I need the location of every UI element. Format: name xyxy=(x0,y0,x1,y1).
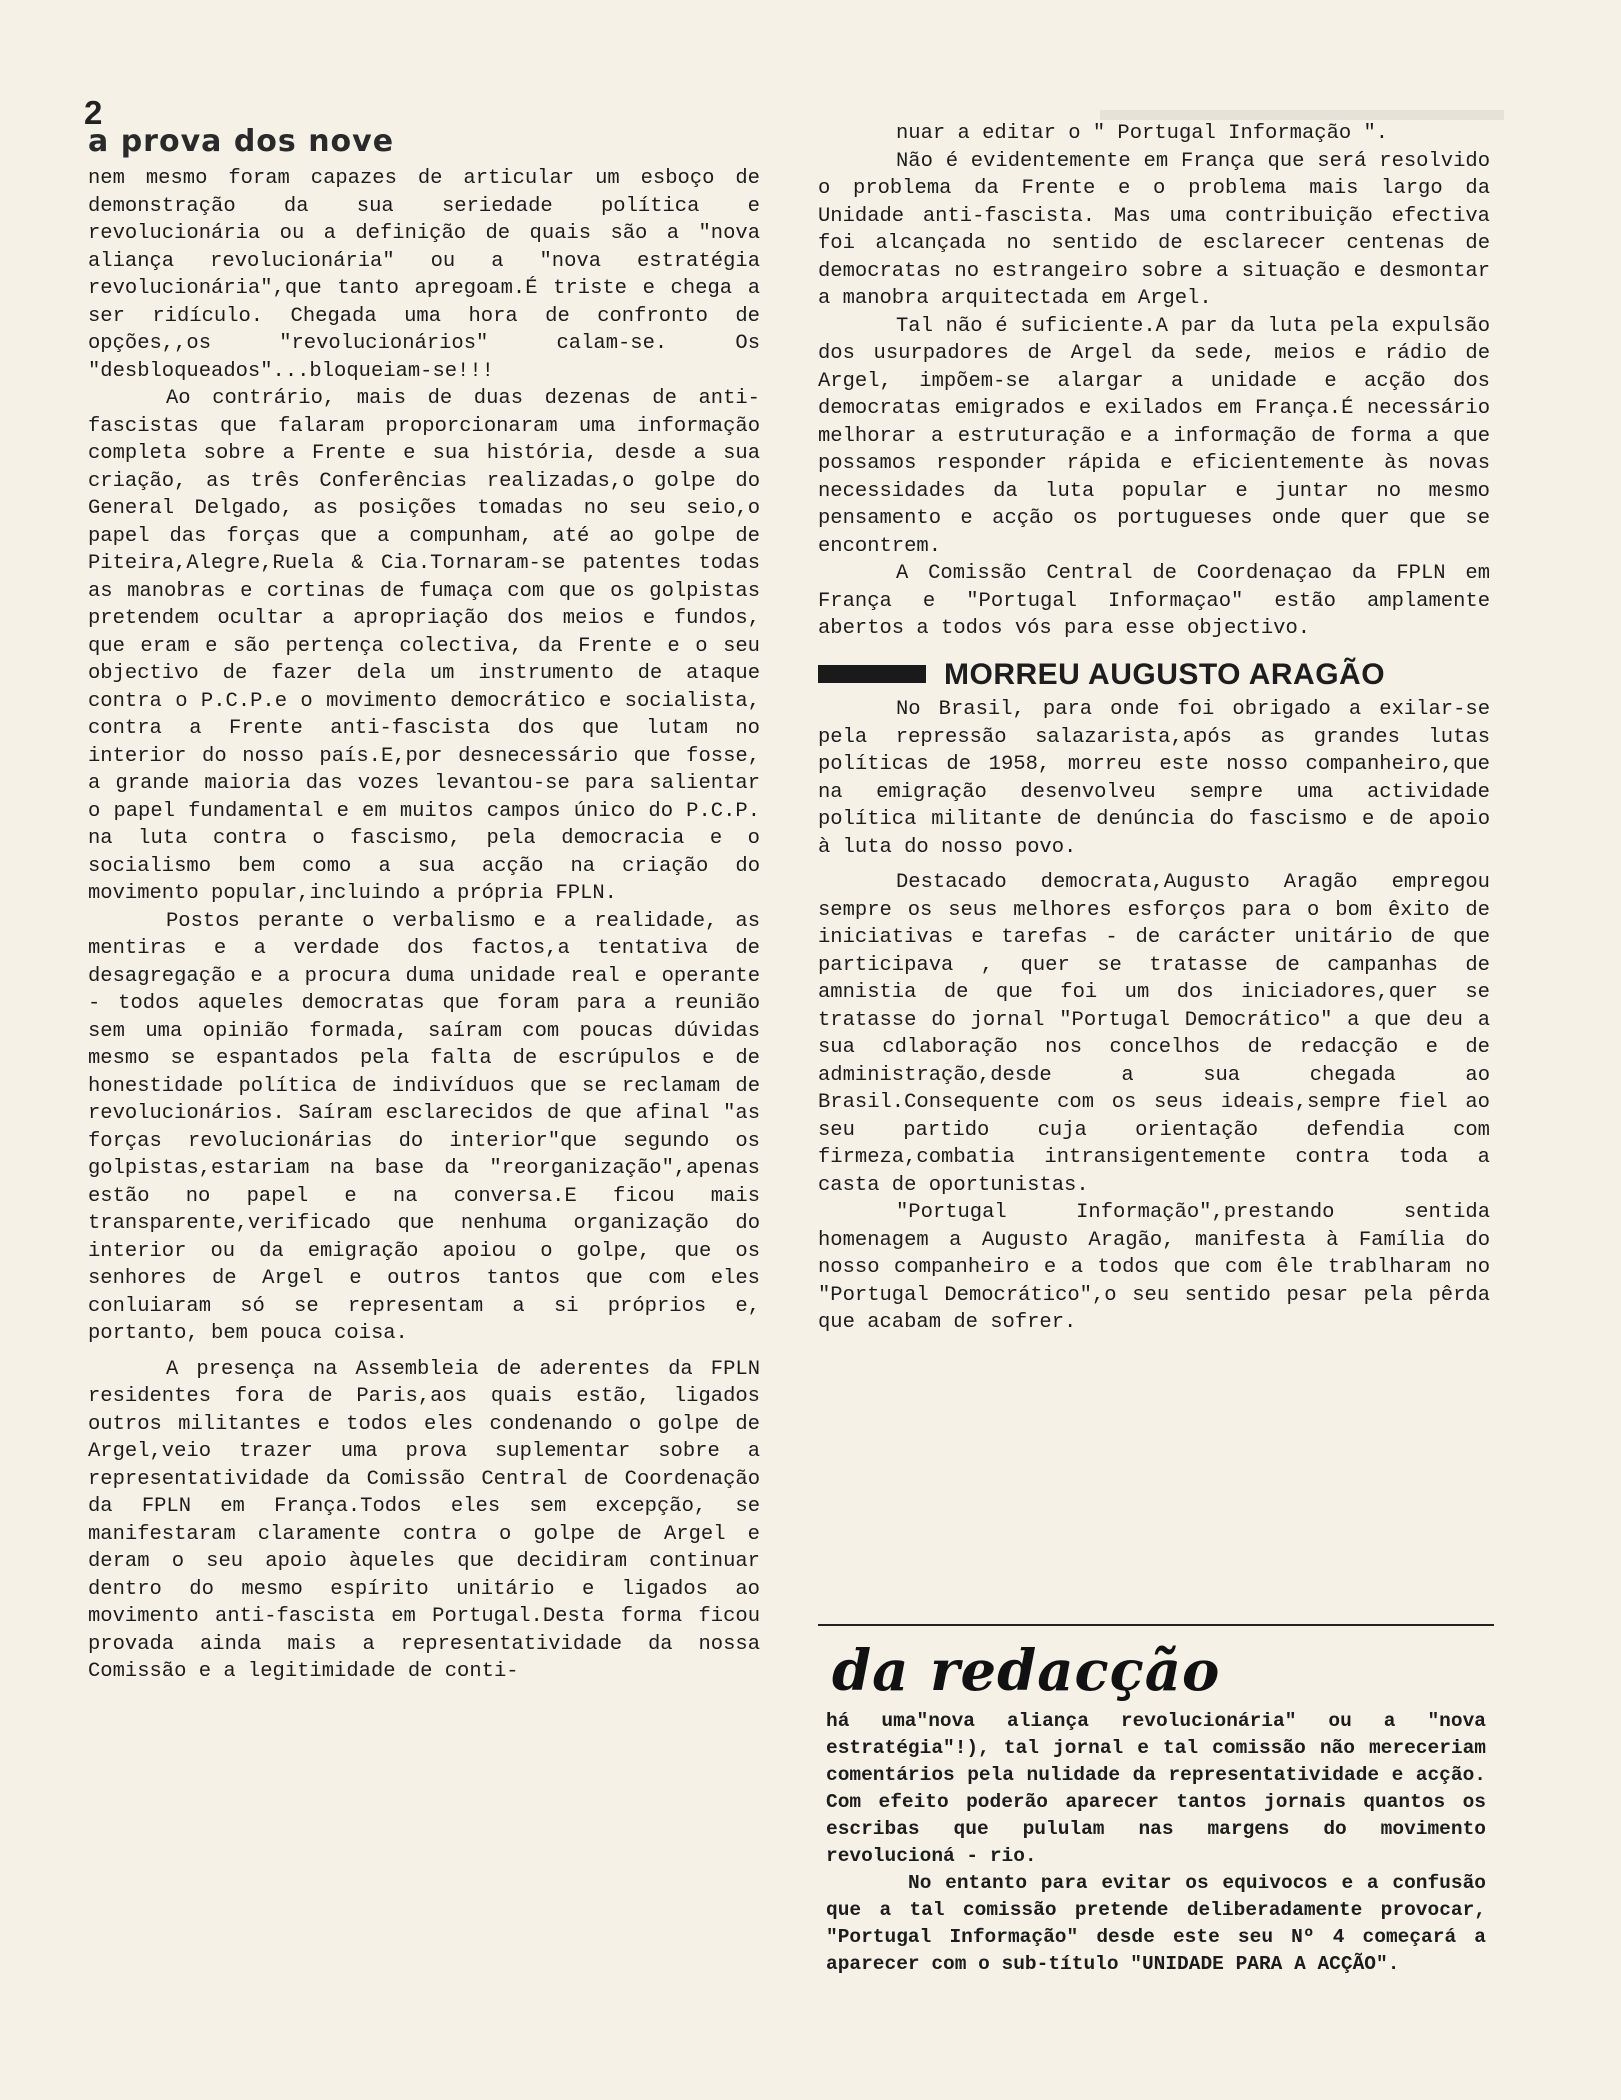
right-paragraph-4: A Comissão Central de Coordenaçao da FPLN em França e "Portugal Informaçao" estão amplamente abertos a todos vós para esse objectivo. xyxy=(818,562,1490,640)
left-column xyxy=(88,165,760,1686)
right-paragraph-3: Tal não é suficiente.A par da luta pela expulsão dos usurpadores de Argel da sede, meios e rádio de Argel, impõem-se alargar a unidade e acção dos democratas emigrados e exilados em França.É necessário melhorar a estruturação e a informação de forma a que possamos responder rápida e eficientemente às novas necessidades da luta popular e juntar no mesmo pensamento e acção os portugueses onde quer que se encontrem. xyxy=(818,314,1490,558)
bleed-through-rule xyxy=(1100,110,1504,120)
page-number: 2 xyxy=(84,94,103,131)
redaccao-paragraph-1: há uma"nova aliança revolucionária" ou a "nova estratégia"!), tal jornal e tal comissão não mereceriam comentários pela nulidade da representatividade e acção. Com efeito poderão aparecer tantos jornais quantos os escribas que pululam nas margens do movimento revolucioná - rio. xyxy=(826,1710,1486,1867)
obituary-paragraph-1: No Brasil, para onde foi obrigado a exilar-se pela repressão salazarista,após as grandes lutas políticas de 1958, morreu este nosso companheiro,que na emigração desenvolveu sempre uma actividade política militante de denúncia do fascismo e de apoio à luta do nosso povo. xyxy=(818,698,1490,859)
left-paragraph-1: nem mesmo foram capazes de articular um esboço de demonstração da sua seriedade política e revolucionária ou a definição de quais são a "nova aliança revolucionária" ou a "nova estratégia revolucionária",que tanto apregoam.É triste e chega a ser ridículo. Chegada uma hora de confronto de opções,,os "revolucionários" calam-se. Os "desbloqueados"...bloqueiam-se!!! xyxy=(88,167,760,383)
obituary-black-bar xyxy=(818,665,926,683)
obituary-paragraph-2: Destacado democrata,Augusto Aragão empregou sempre os seus melhores esforços para o bom êxito de iniciativas e tarefas - de carácter unitário de que participava , quer se tratasse de campanhas de amnistia de que foi um dos iniciadores,quer se tratasse do jornal "Portugal Democrático" a que deu a sua cdlaboração nos concelhos de redacção e de administração,desde a sua chegada ao Brasil.Consequente com os seus ideais,sempre fiel ao seu partido cuja orientação defendia com firmeza,combatia intransigentemente contra toda a casta de oportunistas. xyxy=(818,871,1490,1197)
redaccao-title: da redacção xyxy=(832,1638,1221,1704)
left-paragraph-3: Postos perante o verbalismo e a realidade, as mentiras e a verdade dos factos,a tentativa de desagregação e a procura duma unidade real e operante - todos aqueles democratas que foram para a reunião sem uma opinião formada, saíram com poucas dúvidas mesmo se espantados pela falta de escrúpulos e de honestidade política de indivíduos que se reclamam de revolucionários. Saíram esclarecidos de que afinal "as forças revolucionárias do interior"que segundo os golpistas,estariam na base da "reorganização",apenas estão no papel e na conversa.E ficou mais transparente,verificado que nenhuma organização do interior ou da emigração apoiou o golpe, que os senhores de Argel e outros tantos que com eles conluiaram só se representam a si próprios e, portanto, bem pouca coisa. xyxy=(88,909,760,1345)
section-divider xyxy=(818,1624,1494,1626)
section-title: a prova dos nove xyxy=(88,124,395,159)
obituary-paragraph-3: "Portugal Informação",prestando sentida homenagem a Augusto Aragão, manifesta à Família do nosso companheiro e a todos que com êle trablharam no "Portugal Democrático",o seu sentido pesar pela pêrda que acabam de sofrer. xyxy=(818,1201,1490,1334)
obituary-title: MORREU AUGUSTO ARAGÃO xyxy=(944,657,1386,691)
redaccao-paragraph-2: No entanto para evitar os equivocos e a confusão que a tal comissão pretende deliberadamente provocar, "Portugal Informação" desde este seu Nº 4 começará a aparecer com o sub-título "UNIDADE PARA A ACÇÃO". xyxy=(826,1872,1486,1975)
redaccao-body xyxy=(826,1708,1486,1978)
obituary-header xyxy=(818,657,1490,691)
right-column xyxy=(818,120,1490,1337)
left-paragraph-4: A presença na Assembleia de aderentes da FPLN residentes fora de Paris,aos quais estão, ligados outros militantes e todos eles condenando o golpe de Argel,veio trazer uma prova suplementar sobre a representatividade da Comissão Central de Coordenação da FPLN em França.Todos eles sem excepção, se manifestaram claramente contra o golpe de Argel e deram o seu apoio àqueles que decidiram continuar dentro do mesmo espírito unitário e ligados ao movimento anti-fascista em Portugal.Desta forma ficou provada ainda mais a representatividade da nossa Comissão e a legitimidade de conti- xyxy=(88,1357,760,1683)
right-paragraph-1: nuar a editar o " Portugal Informação ". xyxy=(896,122,1389,145)
right-paragraph-2: Não é evidentemente em França que será resolvido o problema da Frente e o problema mais largo da Unidade anti-fascista. Mas uma contribuição efectiva foi alcançada no sentido de esclarecer centenas de democratas no estrangeiro sobre a situação e desmontar a manobra arquitectada em Argel. xyxy=(818,149,1490,310)
left-paragraph-2: Ao contrário, mais de duas dezenas de anti-fascistas que falaram proporcionaram uma informação completa sobre a Frente e sua história, desde a sua criação, as três Conferências realizadas,o golpe do General Delgado, as posições tomadas no seu seio,o papel das forças que a compunham, até ao golpe de Piteira,Alegre,Ruela & Cia.Tornaram-se patentes todas as manobras e cortinas de fumaça com que os golpistas pretendem ocultar a apropriação dos meios e fundos, que eram e são pertença colectiva, da Frente e o seu objectivo de fazer dela um instrumento de ataque contra o P.C.P.e o movimento democrático e socialista, contra a Frente anti-fascista dos que lutam no interior do nosso país.E,por desnecessário que fosse, a grande maioria das vozes levantou-se para salientar o papel fundamental e em muitos campos único do P.C.P. na luta contra o fascismo, pela democracia e o socialismo bem como a sua acção na criação do movimento popular,incluindo a própria FPLN. xyxy=(88,387,760,905)
